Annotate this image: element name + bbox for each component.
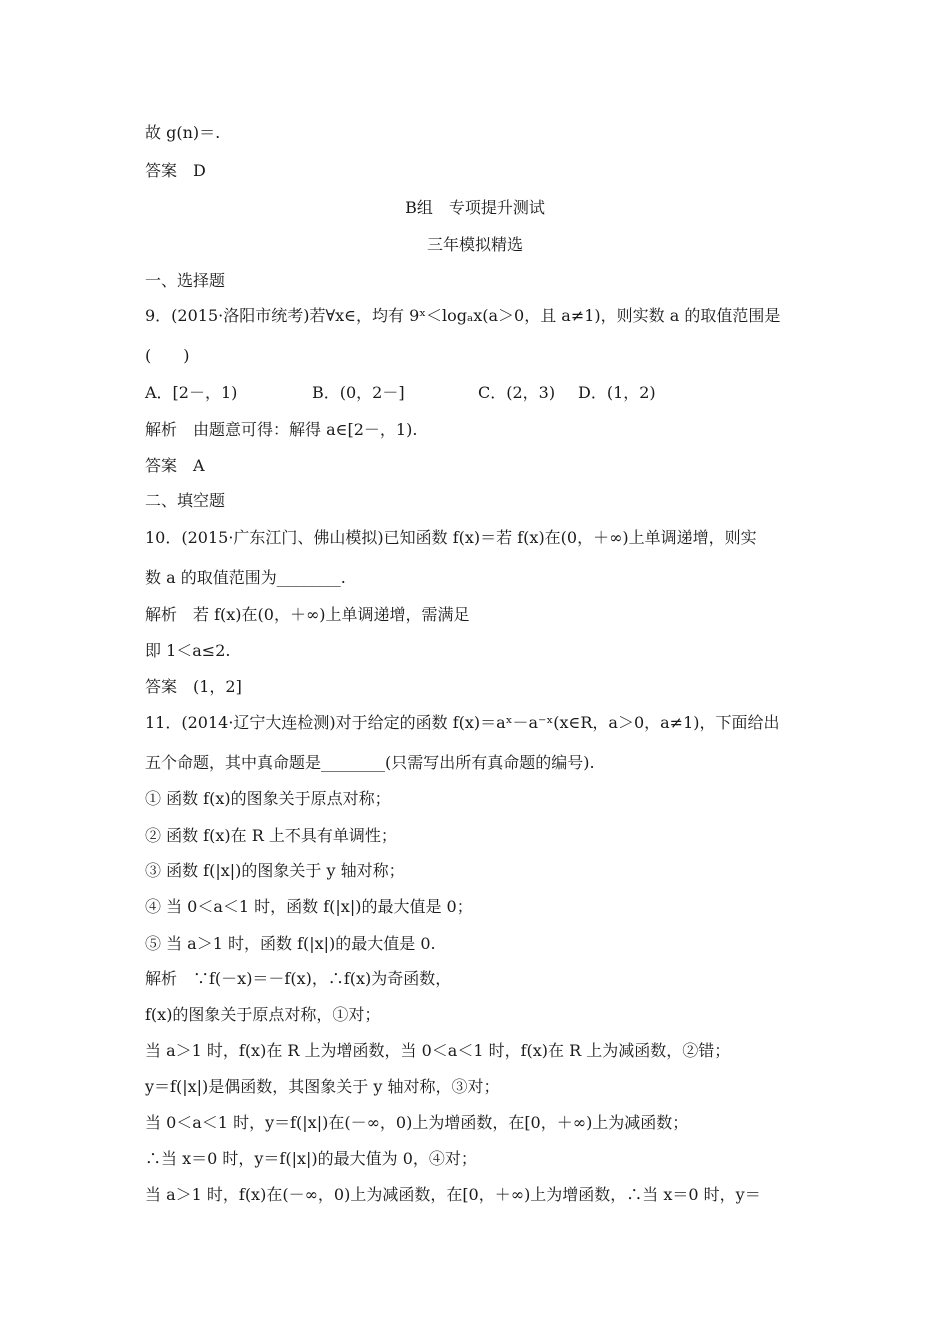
text-line: 故 g(n)＝. bbox=[145, 123, 221, 142]
option-b: B．(0，2－] bbox=[312, 383, 405, 402]
proposition-5: ⑤ 当 a＞1 时，函数 f(|x|)的最大值是 0. bbox=[145, 934, 436, 953]
proposition-4: ④ 当 0＜a＜1 时，函数 f(|x|)的最大值是 0； bbox=[145, 897, 473, 916]
option-c: C．(2，3) bbox=[478, 383, 556, 402]
answer-blank: ( ) bbox=[145, 346, 190, 365]
option-a: A．[2－，1) bbox=[145, 383, 238, 402]
solution-line: 当 a＞1 时，f(x)在(－∞，0)上为减函数，在[0，＋∞)上为增函数，∴当 x＝0 时，y＝ bbox=[145, 1185, 761, 1204]
solution-line: ∴当 x＝0 时，y＝f(|x|)的最大值为 0，④对； bbox=[145, 1149, 477, 1168]
solution-line: 当 a＞1 时，f(x)在 R 上为增函数，当 0＜a＜1 时，f(x)在 R 上为减函数，②错； bbox=[145, 1041, 731, 1060]
section-heading: B组 专项提升测试 bbox=[405, 198, 545, 217]
solution-line: f(x)的图象关于原点对称，①对； bbox=[145, 1005, 381, 1024]
proposition-3: ③ 函数 f(|x|)的图象关于 y 轴对称； bbox=[145, 861, 405, 880]
question-11-cont: 五个命题，其中真命题是________(只需写出所有真命题的编号). bbox=[145, 753, 595, 772]
part-heading: 二、填空题 bbox=[145, 491, 226, 510]
question-9: 9．(2015·洛阳市统考)若∀x∈，均有 9ˣ＜logₐx(a＞0，且 a≠1)，则实数 a 的取值范围是 bbox=[145, 306, 781, 325]
proposition-1: ① 函数 f(x)的图象关于原点对称； bbox=[145, 789, 391, 808]
answer-line: 答案 D bbox=[145, 161, 206, 180]
solution-line: 即 1＜a≤2. bbox=[145, 641, 231, 660]
question-11: 11．(2014·辽宁大连检测)对于给定的函数 f(x)＝aˣ－a⁻ˣ(x∈R，a＞0，a≠1)，下面给出 bbox=[145, 713, 780, 732]
solution-line: y＝f(|x|)是偶函数，其图象关于 y 轴对称，③对； bbox=[145, 1077, 500, 1096]
question-10: 10．(2015·广东江门、佛山模拟)已知函数 f(x)＝若 f(x)在(0，＋∞)上单调递增，则实 bbox=[145, 528, 757, 547]
proposition-2: ② 函数 f(x)在 R 上不具有单调性； bbox=[145, 826, 397, 845]
section-subheading: 三年模拟精选 bbox=[426, 235, 523, 254]
question-10-cont: 数 a 的取值范围为________. bbox=[145, 568, 346, 587]
part-heading: 一、选择题 bbox=[145, 271, 226, 290]
solution-line: 解析 由题意可得：解得 a∈[2－，1). bbox=[145, 420, 418, 439]
solution-line: 当 0＜a＜1 时，y＝f(|x|)在(－∞，0)上为增函数，在[0，＋∞)上为减函数； bbox=[145, 1113, 689, 1132]
answer-line: 答案 A bbox=[145, 456, 205, 475]
answer-line: 答案 (1，2] bbox=[145, 677, 242, 696]
solution-line: 解析 若 f(x)在(0，＋∞)上单调递增，需满足 bbox=[145, 605, 470, 624]
solution-line: 解析 ∵f(－x)＝－f(x)，∴f(x)为奇函数， bbox=[145, 969, 452, 988]
option-d: D．(1，2) bbox=[578, 383, 656, 402]
